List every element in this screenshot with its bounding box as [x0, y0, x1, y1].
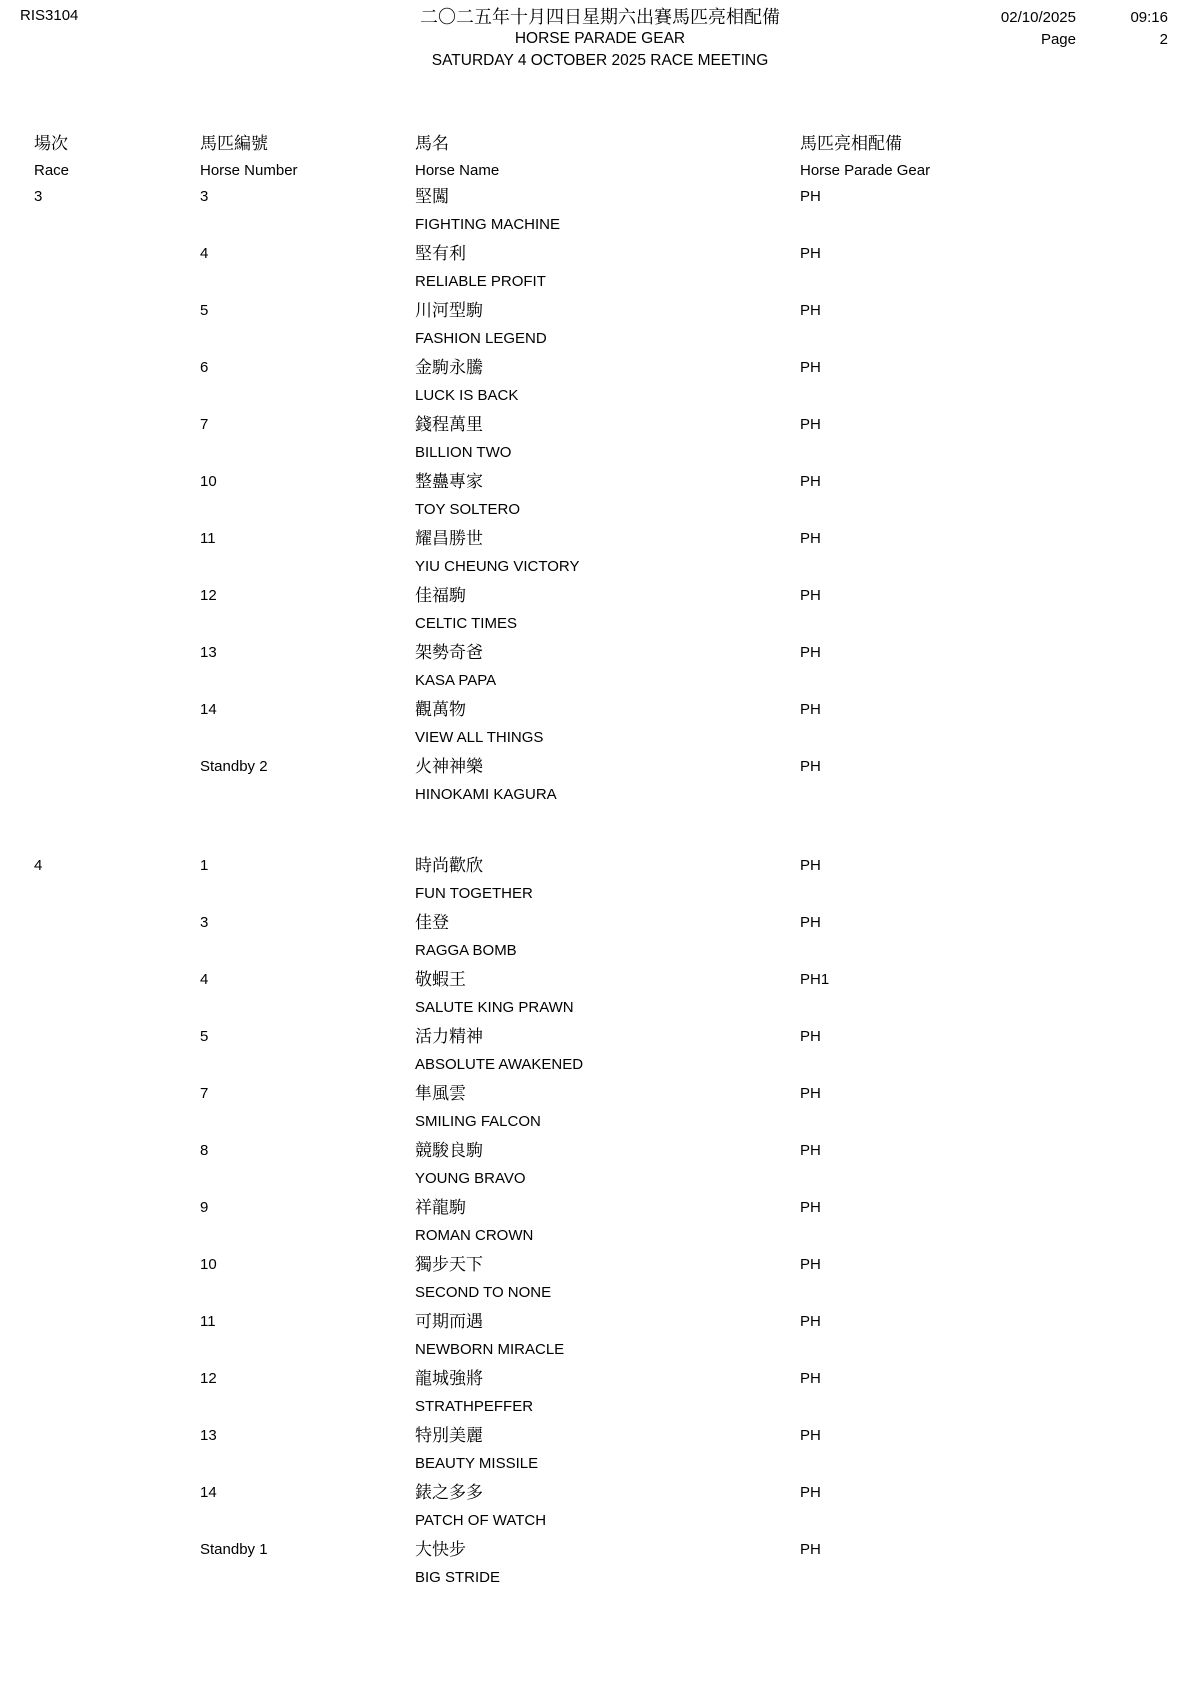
parade-gear-value: PH — [800, 1256, 821, 1273]
horse-name-zh: 大快步 — [415, 1540, 466, 1559]
horse-name-zh: 架勢奇爸 — [415, 643, 483, 662]
horse-name-en: ROMAN CROWN — [415, 1227, 534, 1244]
horse-name-en: RAGGA BOMB — [415, 942, 517, 959]
parade-gear-value: PH — [800, 1085, 821, 1102]
horse-number: 11 — [200, 530, 216, 547]
horse-entry — [34, 639, 1200, 695]
horse-entry — [34, 1251, 1200, 1307]
column-headers-en — [34, 158, 1200, 183]
parade-gear-value: PH — [800, 1142, 821, 1159]
horse-name-en: SALUTE KING PRAWN — [415, 999, 574, 1016]
report-code: RIS3104 — [20, 7, 79, 24]
horse-name-en: BILLION TWO — [415, 444, 512, 461]
parade-gear-value: PH — [800, 530, 821, 547]
parade-gear-value: PH — [800, 245, 821, 262]
parade-gear-value: PH — [800, 701, 821, 718]
horse-entry — [34, 1194, 1200, 1250]
horse-name-zh: 整蠱專家 — [415, 472, 483, 491]
horse-number: 4 — [200, 971, 209, 988]
parade-gear-table — [0, 130, 1200, 1593]
report-date-page-block — [1001, 7, 1168, 51]
horse-number: 5 — [200, 1028, 209, 1045]
horse-name-zh: 耀昌勝世 — [415, 529, 483, 548]
parade-gear-value: PH — [800, 857, 821, 874]
horse-number: 12 — [200, 1370, 217, 1387]
horse-entry — [34, 411, 1200, 467]
horse-name-zh: 錶之多多 — [415, 1483, 483, 1502]
horse-number: 7 — [200, 1085, 209, 1102]
horse-name-zh: 隼風雲 — [415, 1084, 466, 1103]
report-date: 02/10/2025 — [1000, 9, 1076, 26]
col-header-horse-number-en: Horse Number — [200, 162, 298, 179]
report-subtitle: SATURDAY 4 OCTOBER 2025 RACE MEETING — [431, 52, 769, 69]
parade-gear-value: PH — [800, 1313, 821, 1330]
report-title-en: HORSE PARADE GEAR — [514, 30, 686, 47]
horse-name-en: TOY SOLTERO — [415, 501, 521, 518]
parade-gear-value: PH — [800, 587, 821, 604]
horse-number: 5 — [200, 302, 209, 319]
horse-name-en: FUN TOGETHER — [415, 885, 533, 902]
horse-entry — [34, 1080, 1200, 1136]
horse-number: 6 — [200, 359, 209, 376]
horse-name-en: FIGHTING MACHINE — [415, 216, 560, 233]
col-header-horse-name-en: Horse Name — [415, 162, 500, 179]
horse-number: Standby 2 — [200, 758, 268, 775]
parade-gear-value: PH — [800, 416, 821, 433]
horse-name-zh: 競駿良駒 — [415, 1141, 483, 1160]
page-number: 2 — [1159, 31, 1168, 48]
horse-name-en: PATCH OF WATCH — [415, 1512, 547, 1529]
horse-name-en: NEWBORN MIRACLE — [415, 1341, 565, 1358]
horse-number: Standby 1 — [200, 1541, 268, 1558]
horse-number: 13 — [200, 644, 217, 661]
horse-name-en: KASA PAPA — [415, 672, 497, 689]
horse-entry — [34, 240, 1200, 296]
horse-number: 3 — [200, 914, 209, 931]
horse-name-zh: 錢程萬里 — [415, 415, 483, 434]
horse-entry — [34, 852, 1200, 908]
horse-number: 8 — [200, 1142, 209, 1159]
horse-entry — [34, 909, 1200, 965]
horse-entry — [34, 1308, 1200, 1364]
horse-name-zh: 火神神樂 — [415, 757, 483, 776]
horse-entry — [34, 753, 1200, 809]
horse-entry — [34, 354, 1200, 410]
horse-name-zh: 佳福駒 — [415, 586, 466, 605]
race-number: 3 — [34, 188, 43, 205]
horse-name-en: CELTIC TIMES — [415, 615, 517, 632]
horse-number: 12 — [200, 587, 217, 604]
parade-gear-value: PH — [800, 1370, 821, 1387]
horse-number: 4 — [200, 245, 209, 262]
horse-number: 10 — [200, 1256, 217, 1273]
horse-number: 7 — [200, 416, 209, 433]
horse-name-en: RELIABLE PROFIT — [415, 273, 546, 290]
horse-name-en: STRATHPEFFER — [415, 1398, 534, 1415]
horse-number: 9 — [200, 1199, 209, 1216]
parade-gear-value: PH — [800, 302, 821, 319]
page-label: Page — [1040, 31, 1076, 48]
parade-gear-value: PH1 — [800, 971, 830, 988]
column-headers-zh — [34, 130, 1200, 158]
parade-gear-value: PH — [800, 473, 821, 490]
horse-name-en: LUCK IS BACK — [415, 387, 519, 404]
report-title-zh: 二〇二五年十月四日星期六出賽馬匹亮相配備 — [420, 7, 780, 27]
horse-name-en: FASHION LEGEND — [415, 330, 547, 347]
parade-gear-value: PH — [800, 359, 821, 376]
parade-gear-value: PH — [800, 188, 821, 205]
horse-number: 13 — [200, 1427, 217, 1444]
col-header-race-en: Race — [34, 162, 70, 179]
race-section — [34, 852, 1200, 1592]
report-time: 09:16 — [1130, 9, 1168, 26]
horse-entry — [34, 183, 1200, 239]
horse-name-en: BEAUTY MISSILE — [415, 1455, 539, 1472]
horse-name-en: SMILING FALCON — [415, 1113, 541, 1130]
horse-number: 3 — [200, 188, 209, 205]
horse-name-en: YIU CHEUNG VICTORY — [415, 558, 580, 575]
parade-gear-value: PH — [800, 1484, 821, 1501]
col-header-horse-number-zh: 馬匹編號 — [200, 134, 268, 153]
horse-entry — [34, 297, 1200, 353]
horse-entry — [34, 582, 1200, 638]
horse-number: 14 — [200, 701, 217, 718]
parade-gear-value: PH — [800, 758, 821, 775]
col-header-parade-gear-zh: 馬匹亮相配備 — [800, 134, 902, 153]
horse-name-en: YOUNG BRAVO — [415, 1170, 526, 1187]
horse-entry — [34, 1137, 1200, 1193]
parade-gear-value: PH — [800, 1199, 821, 1216]
parade-gear-value: PH — [800, 1028, 821, 1045]
horse-entry — [34, 1365, 1200, 1421]
race-section — [34, 183, 1200, 809]
horse-name-en: ABSOLUTE AWAKENED — [415, 1056, 584, 1073]
horse-name-zh: 特別美麗 — [415, 1426, 483, 1445]
horse-name-zh: 祥龍駒 — [415, 1198, 466, 1217]
report-header — [0, 0, 1200, 122]
horse-entry — [34, 1023, 1200, 1079]
horse-name-zh: 堅闖 — [415, 187, 449, 206]
parade-gear-value: PH — [800, 644, 821, 661]
horse-entry — [34, 966, 1200, 1022]
col-header-parade-gear-en: Horse Parade Gear — [800, 162, 931, 179]
horse-entry — [34, 468, 1200, 524]
col-header-race-zh: 場次 — [34, 134, 68, 153]
horse-number: 11 — [200, 1313, 216, 1330]
horse-name-zh: 金駒永騰 — [415, 358, 483, 377]
horse-name-zh: 敬蝦王 — [415, 970, 466, 989]
horse-name-zh: 龍城強將 — [415, 1369, 483, 1388]
horse-name-zh: 佳登 — [415, 913, 449, 932]
horse-name-en: HINOKAMI KAGURA — [415, 786, 557, 803]
horse-entry — [34, 696, 1200, 752]
horse-name-zh: 活力精神 — [415, 1027, 483, 1046]
horse-name-en: SECOND TO NONE — [415, 1284, 552, 1301]
horse-name-zh: 川河型駒 — [415, 301, 483, 320]
horse-entry — [34, 1422, 1200, 1478]
horse-number: 10 — [200, 473, 217, 490]
horse-name-zh: 堅有利 — [415, 244, 466, 263]
horse-name-zh: 時尚歡欣 — [415, 856, 483, 875]
horse-name-zh: 可期而遇 — [415, 1312, 483, 1331]
parade-gear-value: PH — [800, 1541, 821, 1558]
horse-entry — [34, 525, 1200, 581]
horse-name-en: BIG STRIDE — [415, 1569, 501, 1586]
race-sections — [34, 183, 1200, 1592]
race-number: 4 — [34, 857, 43, 874]
horse-entry — [34, 1536, 1200, 1592]
col-header-horse-name-zh: 馬名 — [415, 134, 449, 153]
parade-gear-value: PH — [800, 1427, 821, 1444]
horse-number: 14 — [200, 1484, 217, 1501]
horse-entry — [34, 1479, 1200, 1535]
horse-name-en: VIEW ALL THINGS — [415, 729, 544, 746]
horse-name-zh: 觀萬物 — [415, 700, 466, 719]
horse-number: 1 — [200, 857, 209, 874]
horse-name-zh: 獨步天下 — [415, 1255, 483, 1274]
parade-gear-value: PH — [800, 914, 821, 931]
